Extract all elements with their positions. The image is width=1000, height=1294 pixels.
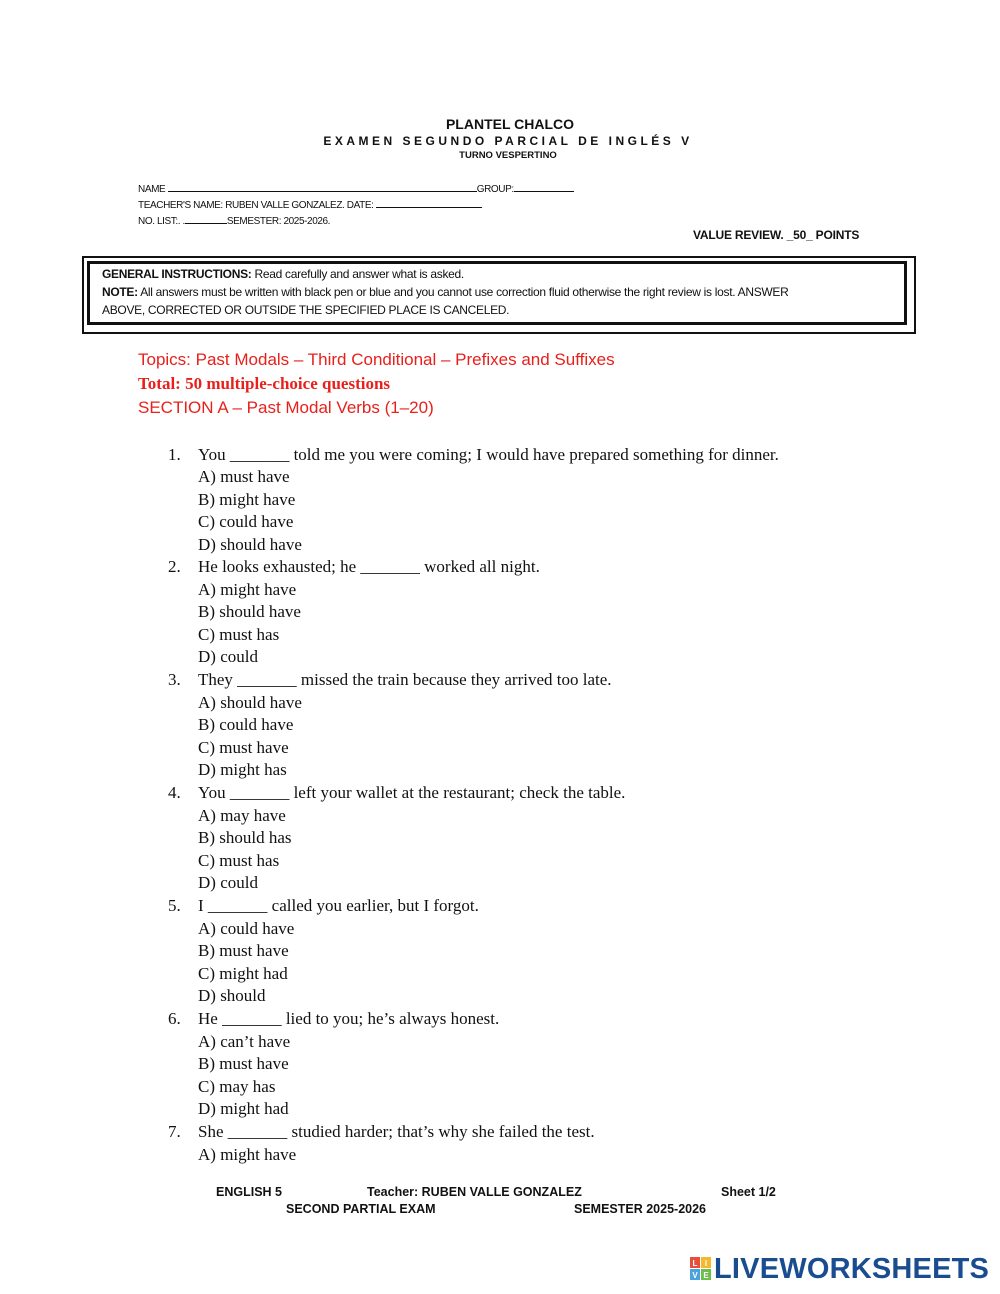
name-label: NAME [138, 184, 166, 195]
name-blank [168, 181, 477, 192]
nolist-field-row [138, 213, 330, 227]
footer-exam: SECOND PARTIAL EXAM [286, 1202, 436, 1216]
question-number: 1. [168, 445, 181, 464]
nolist-blank [185, 213, 227, 224]
group-label: GROUP: [476, 184, 514, 195]
option-c[interactable]: C) must has [198, 625, 280, 644]
total-line: Total: 50 multiple-choice questions [138, 374, 391, 393]
liveworksheets-logo-icon [690, 1257, 712, 1281]
option-a[interactable]: A) might have [198, 580, 297, 599]
option-d[interactable]: D) should have [198, 535, 302, 554]
question-text: She _______ studied harder; that’s why she failed the test. [198, 1122, 595, 1141]
general-instructions-label: GENERAL INSTRUCTIONS: [102, 267, 252, 281]
shift-label: TURNO VESPERTINO [459, 150, 557, 161]
note-line-2: ABOVE, CORRECTED OR OUTSIDE THE SPECIFIED PLACE IS CANCELED. [102, 303, 510, 317]
option-c[interactable]: C) must have [198, 738, 289, 757]
option-d[interactable]: D) could [198, 647, 258, 666]
option-d[interactable]: D) could [198, 873, 258, 892]
option-b[interactable]: B) must have [198, 1054, 289, 1073]
question-number: 2. [168, 557, 181, 576]
question-text: You _______ left your wallet at the restaurant; check the table. [198, 783, 626, 802]
footer-teacher: Teacher: RUBEN VALLE GONZALEZ [367, 1185, 582, 1199]
note-label: NOTE: [102, 285, 138, 299]
footer-course: ENGLISH 5 [216, 1185, 282, 1199]
question-text: He looks exhausted; he _______ worked all night. [198, 557, 540, 576]
question-number: 7. [168, 1122, 181, 1141]
question-text: He _______ lied to you; he’s always honest. [198, 1009, 500, 1028]
group-blank [514, 181, 574, 192]
name-field-row [138, 181, 574, 195]
svg-text:E: E [703, 1271, 709, 1280]
option-a[interactable]: A) must have [198, 467, 290, 486]
section-line: SECTION A – Past Modal Verbs (1–20) [138, 398, 434, 417]
question-text: You _______ told me you were coming; I would have prepared something for dinner. [198, 445, 779, 464]
liveworksheets-logo-text: LIVEWORKSHEETS [714, 1253, 990, 1285]
option-a[interactable]: A) might have [198, 1145, 297, 1164]
question-number: 3. [168, 670, 181, 689]
general-instructions-text: Read carefully and answer what is asked. [251, 267, 464, 281]
note-text: All answers must be written with black pen or blue and you cannot use correction fluid otherwise the right review is lost. ANSWER [137, 285, 789, 299]
option-b[interactable]: B) should have [198, 602, 301, 621]
svg-text:V: V [692, 1271, 698, 1280]
option-b[interactable]: B) could have [198, 715, 294, 734]
question-number: 4. [168, 783, 181, 802]
date-blank [376, 197, 482, 208]
question-text: They _______ missed the train because they arrived too late. [198, 670, 612, 689]
nolist-label: NO. LIST:. . [138, 216, 185, 227]
option-d[interactable]: D) should [198, 986, 266, 1005]
option-a[interactable]: A) can’t have [198, 1032, 291, 1051]
option-b[interactable]: B) must have [198, 941, 289, 960]
school-title: PLANTEL CHALCO [445, 116, 575, 132]
option-c[interactable]: C) might had [198, 964, 288, 983]
general-instructions [102, 267, 464, 281]
option-b[interactable]: B) should has [198, 828, 292, 847]
semester-label: SEMESTER: 2025-2026. [226, 216, 331, 227]
option-c[interactable]: C) may has [198, 1077, 276, 1096]
teacher-label: TEACHER'S NAME: RUBEN VALLE GONZALEZ. DATE: [138, 200, 374, 211]
option-c[interactable]: C) must has [198, 851, 280, 870]
option-d[interactable]: D) might had [198, 1099, 289, 1118]
option-c[interactable]: C) could have [198, 512, 294, 531]
option-a[interactable]: A) may have [198, 806, 286, 825]
option-d[interactable]: D) might has [198, 760, 287, 779]
question-text: I _______ called you earlier, but I forgot. [198, 896, 479, 915]
option-a[interactable]: A) should have [198, 693, 302, 712]
value-review: VALUE REVIEW. _50_ POINTS [693, 228, 860, 242]
topics-line: Topics: Past Modals – Third Conditional – Prefixes and Suffixes [138, 350, 615, 369]
teacher-field-row [138, 197, 482, 211]
footer-sheet: Sheet 1/2 [721, 1185, 776, 1199]
question-number: 6. [168, 1009, 181, 1028]
footer-semester: SEMESTER 2025-2026 [574, 1202, 707, 1216]
note-line [102, 285, 789, 299]
svg-text:L: L [692, 1259, 698, 1268]
option-b[interactable]: B) might have [198, 490, 296, 509]
option-a[interactable]: A) could have [198, 919, 295, 938]
question-number: 5. [168, 896, 181, 915]
svg-text:I: I [704, 1259, 708, 1268]
exam-title: EXAMEN SEGUNDO PARCIAL DE INGLÉS V [323, 134, 693, 148]
